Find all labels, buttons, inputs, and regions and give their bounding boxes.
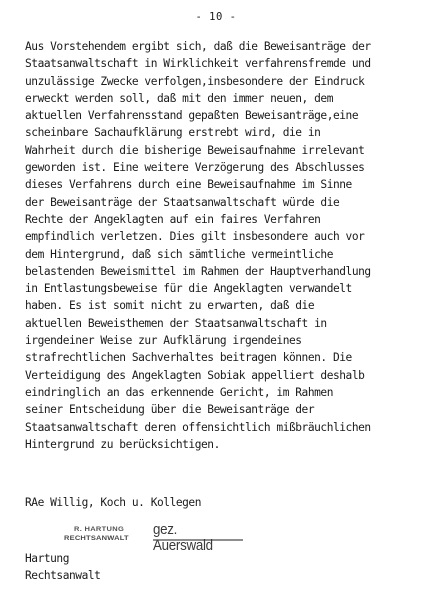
body-line: aktuellen Beweisthemen der Staatsanwaltschaft in [25, 316, 327, 330]
body-line: seiner Entscheidung über die Beweisanträge der [25, 403, 315, 417]
lawyer-stamp [60, 523, 146, 549]
signature-stamp [150, 521, 246, 554]
stamp-title: RECHTSANWALT [64, 533, 129, 542]
body-line: strafrechtlichen Sachverhaltes beitragen können. Die [25, 351, 352, 365]
signer-name: Hartung [25, 552, 69, 565]
stamp-signature-text: gez. Auerswald [153, 522, 213, 554]
body-line: empfindlich verletzen. Dies gilt insbesondere auch vor [25, 230, 365, 244]
body-line: in Entlastungsbeweise für die Angeklagten verwandelt [25, 282, 352, 296]
body-line: Aus Vorstehendem ergibt sich, daß die Beweisanträge der [25, 40, 371, 53]
body-line: dem Hintergrund, daß sich sämtliche vermeintliche [25, 247, 333, 261]
body-line: Rechte der Angeklagten auf ein faires Verfahren [25, 212, 321, 226]
body-line: der Beweisanträge der Staatsanwaltschaft würde die [25, 195, 340, 209]
body-line: geworden ist. Eine weitere Verzögerung des Abschlusses [25, 161, 365, 175]
body-line: Staatsanwaltschaft in Wirklichkeit verfahrensfremde und [25, 57, 371, 71]
law-firm-name: RAe Willig, Koch u. Kollegen [25, 496, 201, 509]
body-line: erweckt werden soll, daß mit den immer neuen, dem [25, 91, 333, 105]
page-number: - 10 - [195, 11, 237, 23]
body-line: aktuellen Verfahrensstand gepaßten Beweisanträge,eine [25, 109, 359, 123]
body-line: eindringlich an das erkennende Gericht, im Rahmen [25, 385, 333, 399]
stamp-name: R. HARTUNG [74, 524, 125, 533]
signer-title: Rechtsanwalt [25, 569, 101, 582]
body-line: irgendeiner Weise zur Aufklärung irgendeines [25, 334, 302, 348]
body-line: Hintergrund zu berücksichtigen. [25, 437, 220, 451]
body-line: Wahrheit durch die bisherige Beweisaufnahme irrelevant [25, 143, 365, 157]
body-line: Staatsanwaltschaft deren offensichtlich mißbräuchlichen [25, 420, 371, 434]
body-paragraph [25, 38, 425, 453]
body-line: unzulässige Zwecke verfolgen,insbesondere der Eindruck [25, 74, 365, 88]
body-line: belastenden Beweismittel im Rahmen der Hauptverhandlung [25, 264, 371, 278]
body-line: Verteidigung des Angeklagten Sobiak appelliert deshalb [25, 368, 365, 382]
body-line: scheinbare Sachaufklärung erstrebt wird, die in [25, 126, 321, 140]
body-line: dieses Verfahrens durch eine Beweisaufnahme im Sinne [25, 178, 352, 192]
body-line: haben. Es ist somit nicht zu erwarten, daß die [25, 299, 315, 313]
